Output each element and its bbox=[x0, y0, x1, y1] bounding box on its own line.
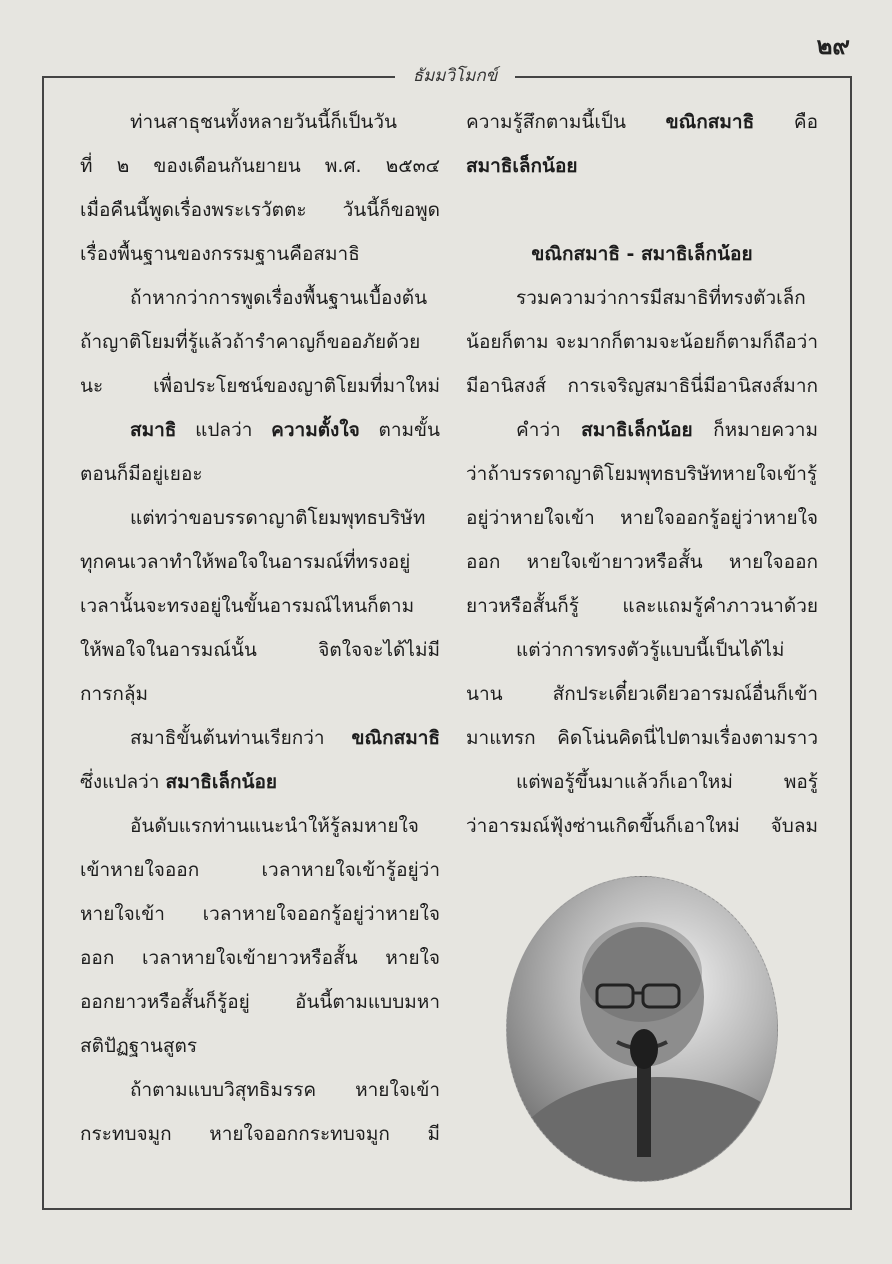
left-column-line bbox=[80, 188, 440, 232]
left-column-line bbox=[80, 936, 440, 980]
left-column-line bbox=[80, 892, 440, 936]
left-column-line bbox=[80, 232, 440, 276]
left-column-line bbox=[80, 144, 440, 188]
text-run: ว่าถ้าบรรดาญาติโยมพุทธบริษัทหายใจเข้ารู้ bbox=[466, 463, 818, 485]
left-column bbox=[80, 100, 440, 1156]
text-run: ตามขั้น bbox=[359, 419, 440, 441]
text-run: สมาธิขั้นต้นท่านเรียกว่า bbox=[130, 727, 352, 749]
left-column-line bbox=[80, 584, 440, 628]
text-run: ออกยาวหรือสั้นก็รู้อยู่ อันนี้ตามแบบมหา bbox=[80, 991, 440, 1013]
text-run: ท่านสาธุชนทั้งหลายวันนี้ก็เป็นวัน bbox=[130, 111, 398, 133]
right-column bbox=[466, 100, 818, 848]
right-column-line bbox=[466, 672, 818, 716]
right-column-line bbox=[466, 540, 818, 584]
text-run: ให้พอใจในอารมณ์นั้น จิตใจจะได้ไม่มี bbox=[80, 639, 440, 661]
text-run: ซึ่งแปลว่า bbox=[80, 771, 166, 793]
right-column-line bbox=[466, 628, 818, 672]
left-column-line bbox=[80, 628, 440, 672]
bold-term: ขณิกสมาธิ bbox=[351, 727, 440, 749]
text-run: หายใจเข้า เวลาหายใจออกรู้อยู่ว่าหายใจ bbox=[80, 903, 440, 925]
text-run: ที่ ๒ ของเดือนกันยายน พ.ศ. ๒๕๓๔ bbox=[80, 155, 440, 177]
left-column-line bbox=[80, 848, 440, 892]
text-run: ถ้าญาติโยมที่รู้แล้วถ้ารำคาญก็ขออภัยด้วย bbox=[80, 331, 421, 353]
text-run: แปลว่า bbox=[176, 419, 272, 441]
left-column-line bbox=[80, 716, 440, 760]
right-column-line bbox=[466, 144, 818, 188]
bold-term: สมาธิเล็กน้อย bbox=[466, 155, 578, 177]
text-run: ถ้าตามแบบวิสุทธิมรรค หายใจเข้า bbox=[130, 1079, 440, 1101]
left-column-line bbox=[80, 276, 440, 320]
text-run: อันดับแรกท่านแนะนำให้รู้ลมหายใจ bbox=[130, 815, 419, 837]
text-run: ออก หายใจเข้ายาวหรือสั้น หายใจออก bbox=[466, 551, 818, 573]
bold-term: ขณิกสมาธิ bbox=[665, 111, 755, 133]
monk-portrait-photo bbox=[506, 876, 778, 1182]
bold-term: สมาธิ bbox=[130, 419, 177, 441]
left-column-line bbox=[80, 760, 440, 804]
text-run: แต่พอรู้ขึ้นมาแล้วก็เอาใหม่ พอรู้ bbox=[516, 771, 818, 793]
text-run: คือ bbox=[754, 111, 818, 133]
text-run: ตอนก็มีอยู่เยอะ bbox=[80, 463, 203, 485]
text-run: ความรู้สึกตามนี้เป็น bbox=[466, 111, 666, 133]
bold-term: ความตั้งใจ bbox=[271, 419, 360, 441]
left-column-line bbox=[80, 1024, 440, 1068]
right-column-line bbox=[466, 716, 818, 760]
left-column-line bbox=[80, 452, 440, 496]
right-column-line bbox=[466, 364, 818, 408]
left-column-line bbox=[80, 100, 440, 144]
text-run: มาแทรก คิดโน่นคิดนี่ไปตามเรื่องตามราว bbox=[466, 727, 818, 749]
text-run: กระทบจมูก หายใจออกกระทบจมูก มี bbox=[80, 1123, 440, 1145]
text-run: รวมความว่าการมีสมาธิที่ทรงตัวเล็ก bbox=[516, 287, 806, 309]
left-column-line bbox=[80, 364, 440, 408]
bold-term: สมาธิเล็กน้อย bbox=[165, 771, 278, 793]
right-column-line bbox=[466, 276, 818, 320]
text-run: เข้าหายใจออก เวลาหายใจเข้ารู้อยู่ว่า bbox=[80, 859, 440, 881]
text-run: มีอานิสงส์ การเจริญสมาธินี่มีอานิสงส์มาก bbox=[466, 375, 818, 397]
text-run: เรื่องพื้นฐานของกรรมฐานคือสมาธิ bbox=[80, 243, 360, 265]
text-run: ยาวหรือสั้นก็รู้ และแถมรู้คำภาวนาด้วย bbox=[466, 595, 818, 617]
text-run: สติปัฏฐานสูตร bbox=[80, 1035, 198, 1057]
right-column-line bbox=[466, 408, 818, 452]
text-run: นาน สักประเดี๋ยวเดียวอารมณ์อื่นก็เข้า bbox=[466, 683, 818, 705]
text-run: ถ้าหากว่าการพูดเรื่องพื้นฐานเบื้องต้น bbox=[130, 287, 428, 309]
right-column-line bbox=[466, 496, 818, 540]
text-run: คำว่า bbox=[516, 419, 582, 441]
text-run: ออก เวลาหายใจเข้ายาวหรือสั้น หายใจ bbox=[80, 947, 440, 969]
right-column-line bbox=[466, 584, 818, 628]
left-column-line bbox=[80, 320, 440, 364]
right-column-line bbox=[466, 804, 818, 848]
left-column-line bbox=[80, 804, 440, 848]
text-run: เมื่อคืนนี้พูดเรื่องพระเรวัตตะ วันนี้ก็ขอพูด bbox=[80, 199, 440, 221]
text-run: ทุกคนเวลาทำให้พอใจในอารมณ์ที่ทรงอยู่ bbox=[80, 551, 411, 573]
page-number: ๒๙ bbox=[816, 32, 850, 60]
text-run: น้อยก็ตาม จะมากก็ตามจะน้อยก็ตามก็ถือว่า bbox=[466, 331, 818, 353]
text-run: ก็หมายความ bbox=[692, 419, 818, 441]
text-run: แต่ว่าการทรงตัวรู้แบบนี้เป็นได้ไม่ bbox=[516, 639, 785, 661]
text-run: การกลุ้ม bbox=[80, 683, 149, 705]
monk-portrait-illustration bbox=[507, 877, 777, 1181]
right-column-line bbox=[466, 232, 818, 276]
right-column-line bbox=[466, 188, 818, 232]
text-run: ว่าอารมณ์ฟุ้งซ่านเกิดขึ้นก็เอาใหม่ จับลม bbox=[466, 815, 818, 837]
left-column-line bbox=[80, 540, 440, 584]
bold-term: สมาธิเล็กน้อย bbox=[581, 419, 693, 441]
right-column-line bbox=[466, 760, 818, 804]
left-column-line bbox=[80, 496, 440, 540]
right-column-line bbox=[466, 320, 818, 364]
bold-term: ขณิกสมาธิ - สมาธิเล็กน้อย bbox=[531, 243, 753, 265]
right-column-line bbox=[466, 100, 818, 144]
text-run: เวลานั้นจะทรงอยู่ในขั้นอารมณ์ไหนก็ตาม bbox=[80, 595, 415, 617]
right-column-line bbox=[466, 452, 818, 496]
running-title: ธัมมวิโมกข์ bbox=[395, 62, 515, 89]
text-run: นะ เพื่อประโยชน์ของญาติโยมที่มาใหม่ bbox=[80, 375, 440, 397]
text-run: อยู่ว่าหายใจเข้า หายใจออกรู้อยู่ว่าหายใจ bbox=[466, 507, 818, 529]
left-column-line bbox=[80, 1112, 440, 1156]
text-run: แต่ทว่าขอบรรดาญาติโยมพุทธบริษัท bbox=[130, 507, 426, 529]
left-column-line bbox=[80, 672, 440, 716]
left-column-line bbox=[80, 408, 440, 452]
left-column-line bbox=[80, 980, 440, 1024]
left-column-line bbox=[80, 1068, 440, 1112]
